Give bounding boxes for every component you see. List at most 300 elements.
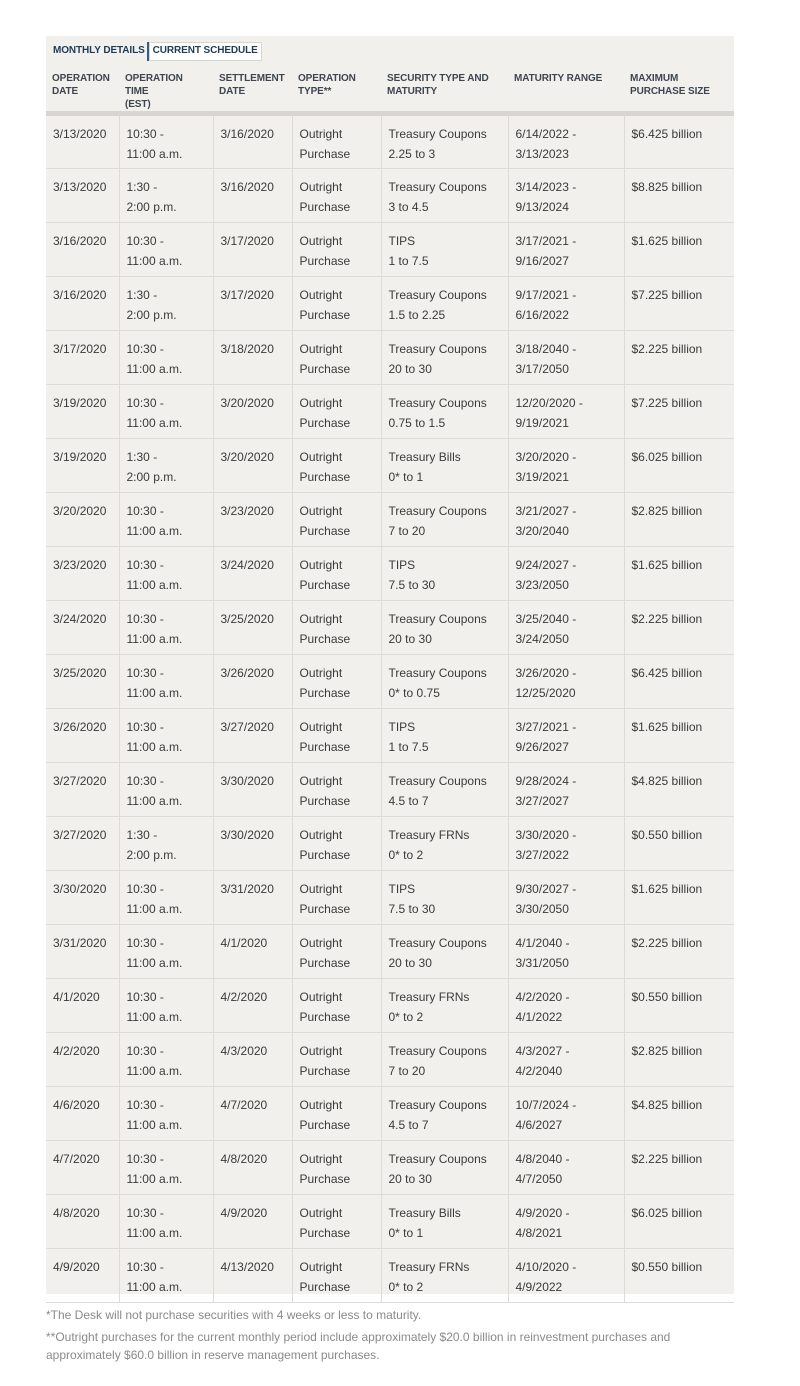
purchase-size-cell bbox=[624, 223, 734, 277]
operation-time-cell-text: 10:30 - bbox=[126, 936, 164, 950]
security-type-cell-text: 1 to 7.5 bbox=[388, 254, 429, 268]
operation-type-cell-text: Purchase bbox=[299, 308, 351, 322]
maturity-range-cell-text: 6/14/2022 - bbox=[515, 127, 577, 141]
operation-type-cell bbox=[292, 223, 381, 277]
operation-time-cell bbox=[119, 655, 213, 709]
security-type-cell-text: TIPS bbox=[388, 234, 416, 248]
maturity-range-cell-text: 3/20/2020 - bbox=[515, 450, 577, 464]
security-type-cell-text: 0* to 0.75 bbox=[388, 686, 440, 700]
operation-date-cell-text: 3/27/2020 bbox=[53, 774, 107, 788]
column-header-line2: DATE bbox=[219, 86, 246, 97]
maturity-range-cell-text: 3/27/2027 bbox=[515, 794, 569, 808]
security-type-cell bbox=[381, 277, 508, 331]
settlement-date-cell bbox=[213, 817, 292, 871]
settlement-date-cell-text: 3/31/2020 bbox=[220, 882, 274, 896]
settlement-date-cell-text: 3/20/2020 bbox=[220, 450, 274, 464]
operation-date-cell bbox=[46, 1033, 119, 1087]
maturity-range-cell-text: 12/20/2020 - bbox=[515, 396, 583, 410]
settlement-date-cell bbox=[213, 1141, 292, 1195]
operation-type-cell-text: Outright bbox=[299, 990, 343, 1004]
purchase-size-cell-text: $2.225 billion bbox=[631, 1152, 703, 1166]
settlement-date-cell-text: 3/25/2020 bbox=[220, 612, 274, 626]
maturity-range-cell-text: 3/27/2022 bbox=[515, 848, 569, 862]
operation-time-cell-text: 11:00 a.m. bbox=[126, 578, 183, 592]
operation-date-cell-text: 3/27/2020 bbox=[53, 828, 107, 842]
table-body bbox=[46, 114, 734, 1303]
security-type-cell-text: Treasury FRNs bbox=[388, 990, 470, 1004]
maturity-range-cell-text: 3/19/2021 bbox=[515, 470, 569, 484]
security-type-cell bbox=[381, 331, 508, 385]
security-type-cell bbox=[381, 1033, 508, 1087]
operation-time-cell bbox=[119, 763, 213, 817]
column-header-line1: MAXIMUM bbox=[630, 73, 679, 84]
operation-type-cell bbox=[292, 925, 381, 979]
security-type-cell bbox=[381, 709, 508, 763]
operation-time-cell bbox=[119, 1195, 213, 1249]
footnote-maturity: *The Desk will not purchase securities with 4 weeks or less to maturity. bbox=[46, 1308, 422, 1322]
purchase-size-cell bbox=[624, 114, 734, 169]
operation-time-cell-text: 1:30 - bbox=[126, 450, 158, 464]
maturity-range-cell-text: 3/30/2020 - bbox=[515, 828, 577, 842]
operation-type-cell bbox=[292, 114, 381, 169]
purchase-size-cell bbox=[624, 277, 734, 331]
operation-time-cell-text: 10:30 - bbox=[126, 720, 164, 734]
settlement-date-cell bbox=[213, 1249, 292, 1303]
operation-type-cell bbox=[292, 763, 381, 817]
security-type-cell bbox=[381, 871, 508, 925]
settlement-date-cell bbox=[213, 871, 292, 925]
purchase-size-cell bbox=[624, 1195, 734, 1249]
operation-type-cell bbox=[292, 1249, 381, 1303]
operation-type-cell bbox=[292, 979, 381, 1033]
operation-time-cell-text: 10:30 - bbox=[126, 396, 164, 410]
operation-time-cell-text: 1:30 - bbox=[126, 828, 158, 842]
settlement-date-cell-text: 4/7/2020 bbox=[220, 1098, 268, 1112]
security-type-cell-text: Treasury Coupons bbox=[388, 1152, 487, 1166]
maturity-range-cell bbox=[508, 277, 624, 331]
operation-time-cell-text: 2:00 p.m. bbox=[126, 848, 177, 862]
security-type-cell-text: 3 to 4.5 bbox=[388, 200, 429, 214]
maturity-range-cell bbox=[508, 385, 624, 439]
purchase-size-cell-text: $0.550 billion bbox=[631, 990, 703, 1004]
operation-date-cell bbox=[46, 1249, 119, 1303]
operation-time-cell-text: 2:00 p.m. bbox=[126, 200, 177, 214]
operation-time-cell-text: 11:00 a.m. bbox=[126, 632, 183, 646]
purchase-size-cell-text: $4.825 billion bbox=[631, 1098, 703, 1112]
operation-type-cell-text: Outright bbox=[299, 720, 343, 734]
column-header-line1: MATURITY RANGE bbox=[514, 73, 603, 84]
operation-date-cell-text: 3/16/2020 bbox=[53, 288, 107, 302]
purchase-size-cell bbox=[624, 331, 734, 385]
operation-time-cell bbox=[119, 331, 213, 385]
operation-time-cell-text: 10:30 - bbox=[126, 882, 164, 896]
table-row bbox=[46, 277, 734, 331]
settlement-date-cell bbox=[213, 439, 292, 493]
maturity-range-cell-text: 4/2/2020 - bbox=[515, 990, 570, 1004]
maturity-range-cell bbox=[508, 817, 624, 871]
settlement-date-cell-text: 3/24/2020 bbox=[220, 558, 274, 572]
operation-type-cell-text: Purchase bbox=[299, 200, 351, 214]
settlement-date-cell bbox=[213, 601, 292, 655]
security-type-cell-text: 1.5 to 2.25 bbox=[388, 308, 446, 322]
maturity-range-cell-text: 4/10/2020 - bbox=[515, 1260, 577, 1274]
purchase-size-cell bbox=[624, 655, 734, 709]
settlement-date-cell bbox=[213, 385, 292, 439]
operation-date-cell bbox=[46, 169, 119, 223]
operation-type-cell bbox=[292, 547, 381, 601]
settlement-date-cell-text: 4/1/2020 bbox=[220, 936, 268, 950]
maturity-range-cell-text: 3/23/2050 bbox=[515, 578, 569, 592]
tab-current-schedule[interactable]: CURRENT SCHEDULE bbox=[149, 42, 262, 61]
security-type-cell-text: 7 to 20 bbox=[388, 1064, 426, 1078]
column-header-operation-time bbox=[119, 70, 213, 114]
operation-time-cell bbox=[119, 277, 213, 331]
column-header-maturity-range bbox=[508, 70, 624, 114]
operation-date-cell-text: 3/16/2020 bbox=[53, 234, 107, 248]
operation-date-cell bbox=[46, 1141, 119, 1195]
purchase-size-cell-text: $6.025 billion bbox=[631, 450, 703, 464]
operation-type-cell bbox=[292, 331, 381, 385]
operation-time-cell-text: 11:00 a.m. bbox=[126, 956, 183, 970]
column-header-line2: PURCHASE SIZE bbox=[630, 86, 710, 97]
operation-date-cell bbox=[46, 655, 119, 709]
maturity-range-cell-text: 3/21/2027 - bbox=[515, 504, 577, 518]
settlement-date-cell bbox=[213, 1087, 292, 1141]
operation-time-cell-text: 10:30 - bbox=[126, 234, 164, 248]
table-row bbox=[46, 547, 734, 601]
maturity-range-cell bbox=[508, 925, 624, 979]
operation-type-cell-text: Purchase bbox=[299, 632, 351, 646]
settlement-date-cell-text: 4/9/2020 bbox=[220, 1206, 268, 1220]
settlement-date-cell-text: 3/27/2020 bbox=[220, 720, 274, 734]
operation-type-cell-text: Outright bbox=[299, 558, 343, 572]
settlement-date-cell bbox=[213, 763, 292, 817]
security-type-cell bbox=[381, 385, 508, 439]
maturity-range-cell-text: 4/9/2020 - bbox=[515, 1206, 570, 1220]
operation-time-cell bbox=[119, 169, 213, 223]
security-type-cell-text: 7 to 20 bbox=[388, 524, 426, 538]
operation-type-cell-text: Purchase bbox=[299, 1064, 351, 1078]
operation-type-cell bbox=[292, 439, 381, 493]
tab-bar bbox=[50, 42, 262, 61]
security-type-cell bbox=[381, 169, 508, 223]
purchase-size-cell bbox=[624, 385, 734, 439]
settlement-date-cell-text: 4/8/2020 bbox=[220, 1152, 268, 1166]
column-header-line1: OPERATION bbox=[298, 73, 356, 84]
operation-time-cell-text: 2:00 p.m. bbox=[126, 308, 177, 322]
table-row bbox=[46, 709, 734, 763]
maturity-range-cell-text: 3/24/2050 bbox=[515, 632, 569, 646]
operation-time-cell-text: 10:30 - bbox=[126, 774, 164, 788]
column-header-line2: (EST) bbox=[125, 99, 151, 110]
operation-type-cell bbox=[292, 1141, 381, 1195]
table-row bbox=[46, 655, 734, 709]
operation-type-cell-text: Outright bbox=[299, 504, 343, 518]
purchase-size-cell-text: $1.625 billion bbox=[631, 558, 703, 572]
purchase-size-cell-text: $2.825 billion bbox=[631, 504, 703, 518]
operation-type-cell-text: Outright bbox=[299, 828, 343, 842]
column-header-purchase-size bbox=[624, 70, 734, 114]
maturity-range-cell-text: 3/13/2023 bbox=[515, 147, 569, 161]
operation-time-cell bbox=[119, 385, 213, 439]
table-row bbox=[46, 817, 734, 871]
operation-time-cell-text: 11:00 a.m. bbox=[126, 1226, 183, 1240]
operation-date-cell-text: 3/13/2020 bbox=[53, 180, 107, 194]
maturity-range-cell bbox=[508, 1087, 624, 1141]
column-header-operation-date bbox=[46, 70, 119, 114]
purchase-size-cell-text: $0.550 billion bbox=[631, 1260, 703, 1274]
security-type-cell bbox=[381, 1087, 508, 1141]
maturity-range-cell-text: 3/17/2050 bbox=[515, 362, 569, 376]
security-type-cell-text: Treasury Bills bbox=[388, 1206, 461, 1220]
operation-date-cell bbox=[46, 979, 119, 1033]
operation-type-cell bbox=[292, 655, 381, 709]
column-header-security-type bbox=[381, 70, 508, 114]
footnotes bbox=[46, 1306, 746, 1368]
operation-date-cell bbox=[46, 709, 119, 763]
maturity-range-cell-text: 3/18/2040 - bbox=[515, 342, 577, 356]
operation-type-cell-text: Outright bbox=[299, 1206, 343, 1220]
purchase-size-cell-text: $1.625 billion bbox=[631, 234, 703, 248]
operation-type-cell bbox=[292, 817, 381, 871]
maturity-range-cell-text: 4/7/2050 bbox=[515, 1172, 563, 1186]
operation-time-cell-text: 1:30 - bbox=[126, 288, 158, 302]
operation-type-cell-text: Outright bbox=[299, 1098, 343, 1112]
security-type-cell-text: 2.25 to 3 bbox=[388, 147, 436, 161]
operation-type-cell-text: Outright bbox=[299, 234, 343, 248]
purchase-size-cell bbox=[624, 709, 734, 763]
operation-date-cell-text: 3/31/2020 bbox=[53, 936, 107, 950]
purchase-size-cell bbox=[624, 493, 734, 547]
tab-monthly-details[interactable]: MONTHLY DETAILS bbox=[50, 42, 149, 61]
table-row bbox=[46, 385, 734, 439]
settlement-date-cell bbox=[213, 169, 292, 223]
table-row bbox=[46, 763, 734, 817]
operation-type-cell-text: Purchase bbox=[299, 416, 351, 430]
operation-type-cell-text: Outright bbox=[299, 180, 343, 194]
maturity-range-cell-text: 9/17/2021 - bbox=[515, 288, 577, 302]
operation-type-cell-text: Purchase bbox=[299, 147, 351, 161]
operation-time-cell bbox=[119, 114, 213, 169]
purchase-size-cell-text: $2.825 billion bbox=[631, 1044, 703, 1058]
purchase-size-cell bbox=[624, 439, 734, 493]
maturity-range-cell bbox=[508, 439, 624, 493]
security-type-cell bbox=[381, 223, 508, 277]
maturity-range-cell bbox=[508, 1033, 624, 1087]
security-type-cell bbox=[381, 1249, 508, 1303]
purchase-size-cell bbox=[624, 871, 734, 925]
operation-time-cell-text: 10:30 - bbox=[126, 1098, 164, 1112]
operation-type-cell-text: Purchase bbox=[299, 470, 351, 484]
operation-time-cell-text: 11:00 a.m. bbox=[126, 1118, 183, 1132]
settlement-date-cell bbox=[213, 1033, 292, 1087]
table-row bbox=[46, 223, 734, 277]
purchase-size-cell bbox=[624, 601, 734, 655]
operation-type-cell-text: Purchase bbox=[299, 740, 351, 754]
operation-type-cell bbox=[292, 277, 381, 331]
maturity-range-cell bbox=[508, 1249, 624, 1303]
maturity-range-cell-text: 3/17/2021 - bbox=[515, 234, 577, 248]
operation-date-cell-text: 4/8/2020 bbox=[53, 1206, 100, 1220]
operation-time-cell-text: 10:30 - bbox=[126, 342, 164, 356]
settlement-date-cell-text: 4/2/2020 bbox=[220, 990, 268, 1004]
settlement-date-cell bbox=[213, 709, 292, 763]
purchase-size-cell bbox=[624, 979, 734, 1033]
table-row bbox=[46, 1087, 734, 1141]
operation-type-cell-text: Purchase bbox=[299, 1280, 351, 1294]
operation-date-cell bbox=[46, 331, 119, 385]
security-type-cell-text: 7.5 to 30 bbox=[388, 902, 436, 916]
operation-time-cell-text: 11:00 a.m. bbox=[126, 794, 183, 808]
operation-type-cell bbox=[292, 1033, 381, 1087]
operation-type-cell bbox=[292, 493, 381, 547]
operation-type-cell-text: Purchase bbox=[299, 902, 351, 916]
maturity-range-cell bbox=[508, 979, 624, 1033]
purchase-size-cell-text: $2.225 billion bbox=[631, 936, 703, 950]
maturity-range-cell bbox=[508, 1141, 624, 1195]
settlement-date-cell-text: 4/13/2020 bbox=[220, 1260, 274, 1274]
security-type-cell-text: Treasury Coupons bbox=[388, 396, 487, 410]
settlement-date-cell-text: 3/23/2020 bbox=[220, 504, 274, 518]
operation-date-cell-text: 3/26/2020 bbox=[53, 720, 107, 734]
settlement-date-cell-text: 3/17/2020 bbox=[220, 288, 274, 302]
table-row bbox=[46, 439, 734, 493]
column-header-line1: SECURITY TYPE AND bbox=[387, 73, 489, 84]
maturity-range-cell-text: 10/7/2024 - bbox=[515, 1098, 577, 1112]
operation-date-cell bbox=[46, 547, 119, 601]
operation-time-cell-text: 10:30 - bbox=[126, 666, 164, 680]
operation-time-cell-text: 11:00 a.m. bbox=[126, 147, 183, 161]
security-type-cell bbox=[381, 601, 508, 655]
settlement-date-cell-text: 3/20/2020 bbox=[220, 396, 274, 410]
schedule-panel bbox=[46, 36, 734, 1294]
purchase-size-cell bbox=[624, 1033, 734, 1087]
settlement-date-cell bbox=[213, 114, 292, 169]
purchase-size-cell-text: $2.225 billion bbox=[631, 612, 703, 626]
maturity-range-cell-text: 9/19/2021 bbox=[515, 416, 569, 430]
purchase-size-cell-text: $7.225 billion bbox=[631, 288, 703, 302]
settlement-date-cell-text: 3/26/2020 bbox=[220, 666, 274, 680]
security-type-cell bbox=[381, 763, 508, 817]
maturity-range-cell bbox=[508, 493, 624, 547]
operation-type-cell-text: Outright bbox=[299, 666, 343, 680]
table-row bbox=[46, 601, 734, 655]
operation-time-cell-text: 10:30 - bbox=[126, 1206, 164, 1220]
security-type-cell-text: Treasury Coupons bbox=[388, 127, 487, 141]
security-type-cell-text: 0* to 1 bbox=[388, 1226, 424, 1240]
settlement-date-cell bbox=[213, 493, 292, 547]
operation-date-cell-text: 4/1/2020 bbox=[53, 990, 100, 1004]
security-type-cell-text: 0* to 1 bbox=[388, 470, 424, 484]
operation-type-cell bbox=[292, 601, 381, 655]
operation-type-cell-text: Purchase bbox=[299, 254, 351, 268]
settlement-date-cell bbox=[213, 223, 292, 277]
operation-type-cell-text: Outright bbox=[299, 127, 343, 141]
security-type-cell-text: Treasury Coupons bbox=[388, 1044, 487, 1058]
operation-time-cell-text: 11:00 a.m. bbox=[126, 740, 183, 754]
maturity-range-cell-text: 4/2/2040 bbox=[515, 1064, 563, 1078]
security-type-cell-text: 20 to 30 bbox=[388, 362, 432, 376]
operation-time-cell bbox=[119, 817, 213, 871]
security-type-cell-text: Treasury Coupons bbox=[388, 342, 487, 356]
footnote-outright-purchases: **Outright purchases for the current monthly period include approximately $20.0 billion in reinvestment purchases and approximately $60.0 billion in reserve management purchases. bbox=[46, 1330, 671, 1362]
operation-date-cell bbox=[46, 871, 119, 925]
operation-type-cell-text: Purchase bbox=[299, 578, 351, 592]
operation-time-cell-text: 11:00 a.m. bbox=[126, 686, 183, 700]
operation-time-cell-text: 11:00 a.m. bbox=[126, 416, 183, 430]
purchase-size-cell bbox=[624, 763, 734, 817]
maturity-range-cell-text: 9/24/2027 - bbox=[515, 558, 577, 572]
maturity-range-cell bbox=[508, 547, 624, 601]
maturity-range-cell bbox=[508, 655, 624, 709]
operation-time-cell-text: 11:00 a.m. bbox=[126, 902, 183, 916]
operation-date-cell bbox=[46, 493, 119, 547]
security-type-cell bbox=[381, 493, 508, 547]
operation-date-cell-text: 3/24/2020 bbox=[53, 612, 107, 626]
operation-time-cell-text: 10:30 - bbox=[126, 612, 164, 626]
settlement-date-cell bbox=[213, 277, 292, 331]
purchase-size-cell bbox=[624, 817, 734, 871]
operation-time-cell-text: 11:00 a.m. bbox=[126, 362, 183, 376]
operation-date-cell bbox=[46, 925, 119, 979]
operation-time-cell bbox=[119, 1087, 213, 1141]
security-type-cell bbox=[381, 114, 508, 169]
purchase-size-cell-text: $8.825 billion bbox=[631, 180, 703, 194]
settlement-date-cell bbox=[213, 979, 292, 1033]
security-type-cell-text: Treasury FRNs bbox=[388, 828, 470, 842]
settlement-date-cell-text: 3/30/2020 bbox=[220, 828, 274, 842]
column-header-settlement-date bbox=[213, 70, 292, 114]
table-row bbox=[46, 331, 734, 385]
operation-type-cell-text: Outright bbox=[299, 882, 343, 896]
table-row bbox=[46, 1195, 734, 1249]
operations-table bbox=[46, 70, 734, 1303]
operation-time-cell-text: 11:00 a.m. bbox=[126, 524, 183, 538]
operation-type-cell-text: Purchase bbox=[299, 1226, 351, 1240]
operation-type-cell-text: Outright bbox=[299, 1044, 343, 1058]
maturity-range-cell-text: 4/8/2021 bbox=[515, 1226, 563, 1240]
settlement-date-cell bbox=[213, 547, 292, 601]
table-row bbox=[46, 1033, 734, 1087]
operation-type-cell bbox=[292, 871, 381, 925]
operation-time-cell bbox=[119, 547, 213, 601]
maturity-range-cell-text: 6/16/2022 bbox=[515, 308, 569, 322]
operation-date-cell bbox=[46, 277, 119, 331]
operation-time-cell-text: 10:30 - bbox=[126, 504, 164, 518]
operation-type-cell bbox=[292, 1087, 381, 1141]
table-row bbox=[46, 493, 734, 547]
operation-type-cell-text: Purchase bbox=[299, 1010, 351, 1024]
security-type-cell-text: TIPS bbox=[388, 558, 416, 572]
security-type-cell bbox=[381, 817, 508, 871]
operation-time-cell bbox=[119, 1033, 213, 1087]
operation-time-cell-text: 11:00 a.m. bbox=[126, 1010, 183, 1024]
purchase-size-cell bbox=[624, 169, 734, 223]
operation-date-cell-text: 3/19/2020 bbox=[53, 396, 107, 410]
maturity-range-cell-text: 3/25/2040 - bbox=[515, 612, 577, 626]
operation-type-cell-text: Outright bbox=[299, 612, 343, 626]
security-type-cell-text: TIPS bbox=[388, 720, 416, 734]
table-row bbox=[46, 871, 734, 925]
operation-date-cell bbox=[46, 223, 119, 277]
security-type-cell-text: Treasury Coupons bbox=[388, 612, 487, 626]
operation-type-cell-text: Outright bbox=[299, 1152, 343, 1166]
operation-date-cell-text: 3/25/2020 bbox=[53, 666, 107, 680]
maturity-range-cell bbox=[508, 871, 624, 925]
operation-type-cell-text: Purchase bbox=[299, 1172, 351, 1186]
security-type-cell-text: 4.5 to 7 bbox=[388, 1118, 429, 1132]
column-header-line1: SETTLEMENT bbox=[219, 73, 285, 84]
